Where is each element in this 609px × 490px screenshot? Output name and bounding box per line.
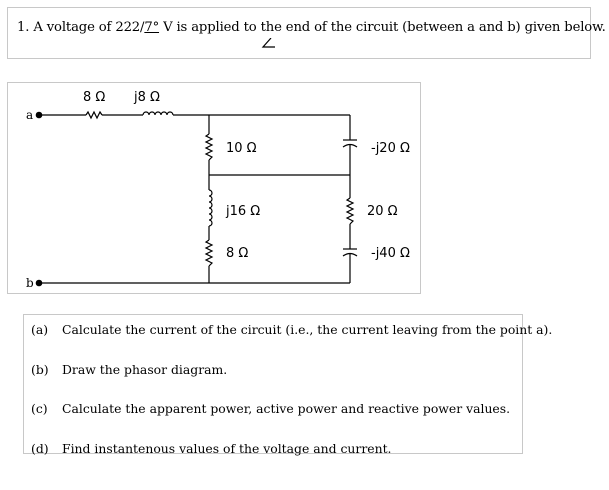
resistor-8-lower (206, 240, 212, 266)
resistor-10 (206, 134, 212, 160)
question-d (31, 441, 392, 456)
question-c-label: (c) (31, 401, 48, 416)
label-j8-series: j8 Ω (134, 90, 160, 105)
node-b-label: b (26, 276, 34, 290)
resistor-20 (347, 198, 353, 224)
problem-text-start: A voltage of 222/ (33, 20, 145, 35)
inductor-j8-series (143, 112, 173, 115)
node-a-label: a (26, 108, 34, 122)
label-8-lower: 8 Ω (226, 246, 249, 261)
node-b-terminal (36, 280, 43, 287)
problem-number: 1. (17, 20, 30, 35)
node-a-terminal (36, 112, 43, 119)
question-b-label: (b) (31, 362, 49, 377)
question-d-label: (d) (31, 441, 49, 456)
resistor-8-series (86, 112, 102, 118)
voltage-angle: 7° (144, 20, 160, 35)
label-10: 10 Ω (226, 141, 257, 156)
label-8-series: 8 Ω (83, 90, 106, 105)
question-d-text: Find instantenous values of the voltage and current. (62, 441, 392, 456)
question-a-text: Calculate the current of the circuit (i.e., the current leaving from the point a). (62, 322, 553, 337)
question-b (31, 362, 227, 377)
inductor-j16 (209, 190, 212, 226)
label-20: 20 Ω (367, 204, 398, 219)
questions-box (23, 314, 553, 456)
label-j16: j16 Ω (226, 204, 261, 219)
label-j20: -j20 Ω (371, 141, 410, 156)
question-c (31, 401, 510, 416)
question-c-text: Calculate the apparent power, active power and reactive power values. (62, 401, 511, 416)
question-a-label: (a) (31, 322, 49, 337)
label-j40: -j40 Ω (371, 246, 410, 261)
question-a (31, 322, 552, 337)
question-b-text: Draw the phasor diagram. (62, 362, 228, 377)
problem-text-end: V is applied to the end of the circuit (between a and b) given below. (159, 20, 606, 35)
